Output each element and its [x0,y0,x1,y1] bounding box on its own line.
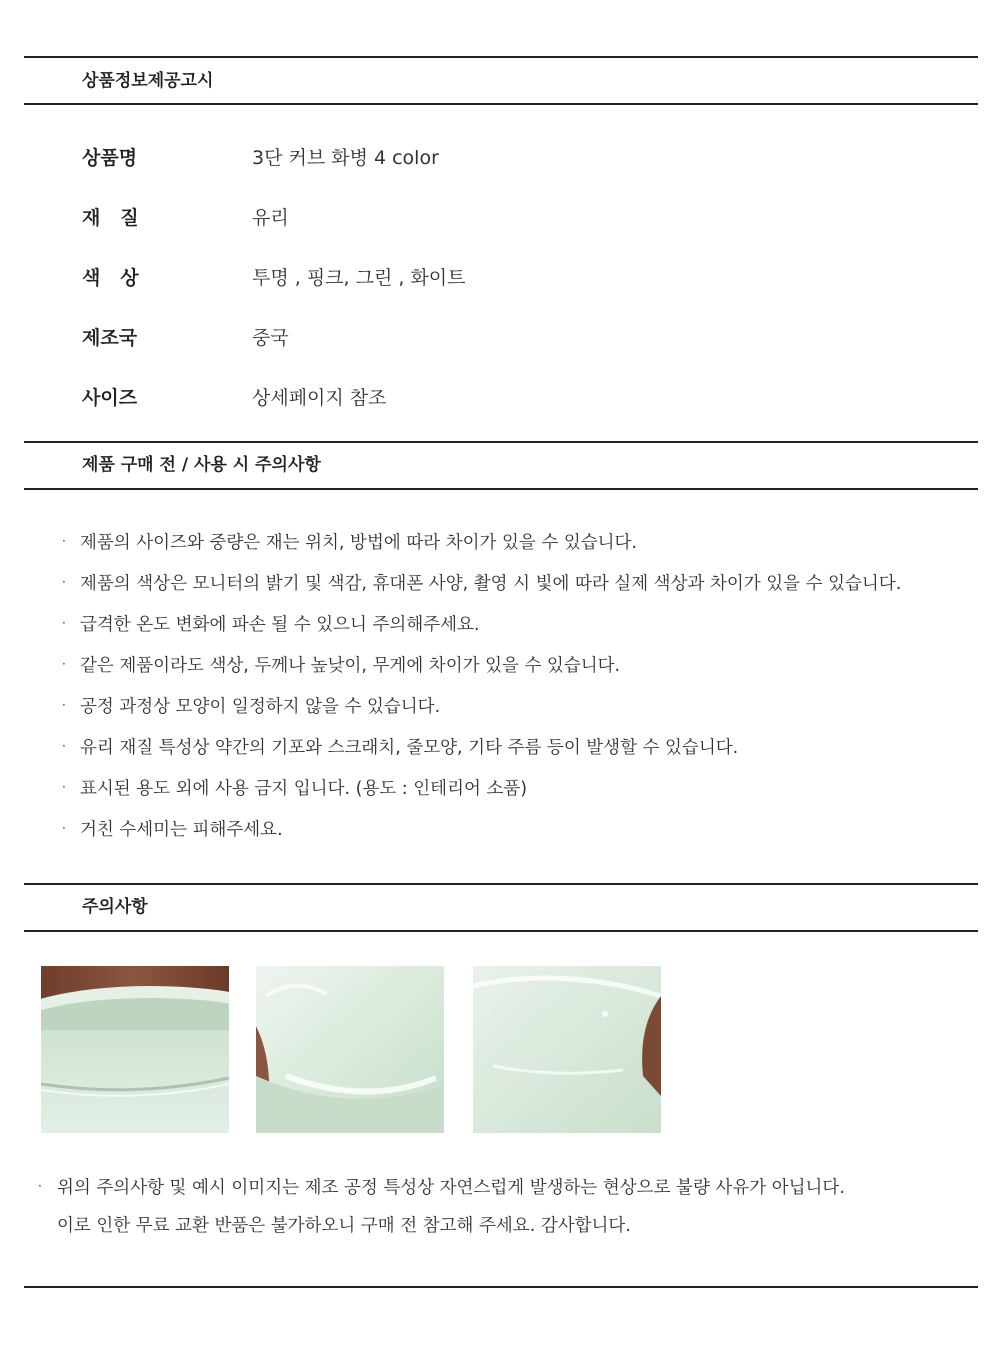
info-value-name: 3단 커브 화병 4 color [252,147,439,169]
caution-top-rule [24,883,978,885]
info-value-material: 유리 [252,207,289,229]
precautions-title-rule [24,488,978,490]
bullet-dot: · [62,657,66,671]
caution-title: 주의사항 [82,897,148,917]
bullet-dot: · [62,821,66,835]
caution-title-rule [24,930,978,932]
bullet-dot: · [62,739,66,753]
bullet-dot: · [62,575,66,589]
info-label-name: 상품명 [82,147,138,169]
precaution-text: 급격한 온도 변화에 파손 될 수 있으니 주의해주세요. [80,615,480,635]
product-info-title-rule [24,103,978,105]
bullet-dot: · [62,616,66,630]
bullet-dot: · [38,1179,42,1193]
precaution-text: 표시된 용도 외에 사용 금지 입니다. (용도 : 인테리어 소품) [80,779,528,799]
top-rule [24,56,978,58]
precaution-text: 유리 재질 특성상 약간의 기포와 스크래치, 줄모양, 기타 주름 등이 발생할 수 있습니다. [80,738,739,758]
precaution-item [62,735,738,759]
bullet-dot: · [62,780,66,794]
precaution-text: 거친 수세미는 피해주세요. [80,820,283,840]
example-photo-rim [41,966,229,1133]
caution-text-line1 [38,1175,845,1199]
precaution-item [62,530,637,554]
info-label-origin: 제조국 [82,327,138,349]
info-value-size: 상세페이지 참조 [252,387,387,409]
precaution-text: 같은 제품이라도 색상, 두께나 높낮이, 무게에 차이가 있을 수 있습니다. [80,656,621,676]
precaution-item [62,571,901,595]
info-value-color: 투명 , 핑크, 그린 , 화이트 [252,267,466,289]
info-label-color: 색 상 [82,267,139,289]
precaution-text: 제품의 색상은 모니터의 밝기 및 색감, 휴대폰 사양, 촬영 시 빛에 따라 실제 색상과 차이가 있을 수 있습니다. [80,574,902,594]
bullet-dot: · [62,534,66,548]
precaution-item [62,653,620,677]
product-info-title: 상품정보제공고시 [82,71,214,91]
caution-text: 위의 주의사항 및 예시 이미지는 제조 공정 특성상 자연스럽게 발생하는 현상으로 불량 사유가 아닙니다. [57,1178,845,1198]
info-label-size: 사이즈 [82,387,138,409]
precaution-item [62,776,527,800]
bullet-dot: · [62,698,66,712]
precaution-item [62,612,480,636]
precaution-text: 공정 과정상 모양이 일정하지 않을 수 있습니다. [80,697,441,717]
example-photo-curve [256,966,444,1133]
bottom-rule [24,1286,978,1288]
info-value-origin: 중국 [252,327,289,349]
example-photo-surface [473,966,661,1133]
info-label-material: 재 질 [82,207,139,229]
caution-text-line2: 이로 인한 무료 교환 반품은 불가하오니 구매 전 참고해 주세요. 감사합니다. [57,1216,631,1236]
precaution-item [62,817,283,841]
precautions-title: 제품 구매 전 / 사용 시 주의사항 [82,455,321,475]
precaution-item [62,694,440,718]
precaution-text: 제품의 사이즈와 중량은 재는 위치, 방법에 따라 차이가 있을 수 있습니다. [80,533,637,553]
precautions-top-rule [24,441,978,443]
